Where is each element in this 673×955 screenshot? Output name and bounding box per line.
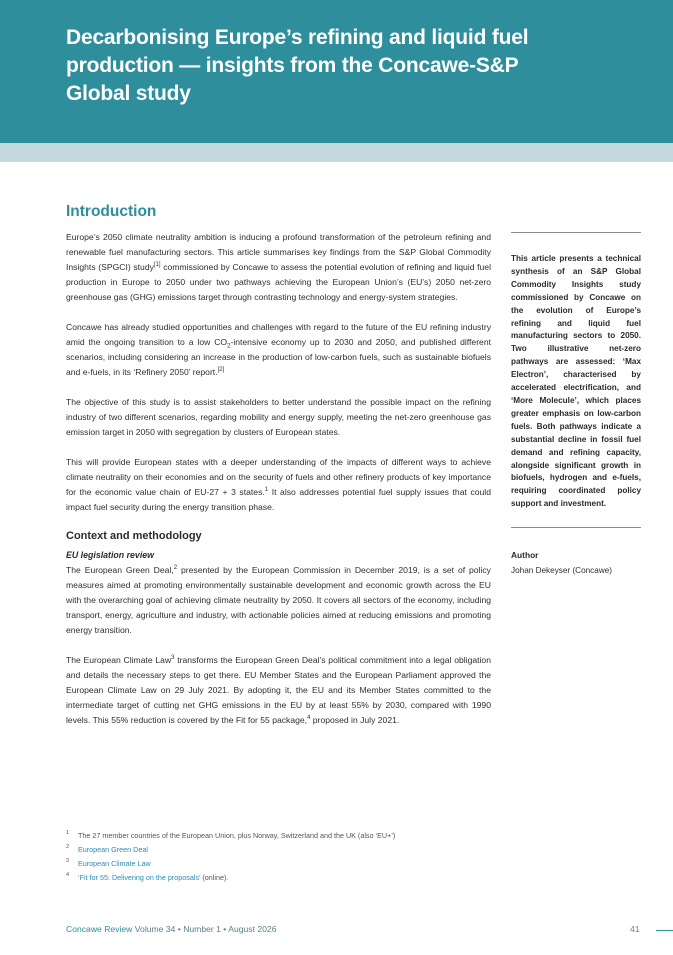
- intro-paragraph-2: Concawe has already studied opportunities and challenges with regard to the future of the EU refining industry amid the ongoing transition to a low $CO_2$-intensive economy up to 2030 and 2050, and published different scenarios, including considering an increase in the production of low-carbon fuels, such as sustainable biofuels and e-fuels, in its ‘Refinery 2050’ report.[2]: [66, 322, 491, 377]
- article-summary: This article presents a technical synthesis of an S&P Global Commodity Insights study commissioned by Concawe on the evolution of Europe’s refining and liquid fuel manufacturing sectors to 2050. Two illustrative net-zero pathways are assessed: ‘Max Electron’, characterised by accelerated electrification, and ‘More Molecule’, which places greater emphasis on low-carbon fuels. Both pathways indicate a substantial decline in fossil fuel demand and refining capacity, alongside significant growth in biofuels, hydrogen and e-fuels, requiring coordinated policy support and investment.: [511, 254, 641, 509]
- issue-info: Volume 34 • Number 1 • August 2026: [134, 924, 277, 934]
- footnote-suffix: (online).: [200, 873, 229, 882]
- footnote-ref-1[interactable]: 1: [264, 487, 269, 494]
- footnote-4: [66, 871, 486, 885]
- context-paragraph-2: The European Climate Law$^3$ transforms the European Green Deal’s political commitment into a legal obligation and details the necessary steps to get there. EU Member States and the European Parliament approved the European Climate Law on 29 July 2021. By adopting it, the EU and its Member States committed to the intermediate target of cutting net GHG emissions in the EU by at least 55% by 2030, compared with 1990 levels. This 55% reduction is covered by the Fit for 55 package,$^4$ proposed in July 2021.: [66, 655, 491, 725]
- author-label: Author: [511, 550, 539, 561]
- footnote-ref-3[interactable]: 3: [171, 655, 175, 662]
- intro-paragraph-4: This will provide European states with a deeper understanding of the impacts of different ways to achieve climate neutrality on their economies and on the security of fuels and other refinery products of key importance for the economic value chain of EU-27 + 3 states.$^1$ It also addresses potential fuel supply issues that could impact fuel security during the energy transition phase.: [66, 457, 491, 512]
- author-name: Johan Dekeyser (Concawe): [511, 566, 613, 576]
- eu-legislation-subheading: EU legislation review: [66, 550, 154, 560]
- footnote-3: [66, 857, 486, 871]
- european-green-deal-link[interactable]: European Green Deal: [78, 845, 148, 854]
- publication-name: Concawe Review: [66, 924, 133, 934]
- footnote-number: 2: [66, 844, 70, 850]
- article-title: Decarbonising Europe’s refining and liquid fuel production — insights from the Concawe-S&P Global study: [66, 26, 529, 105]
- intro-paragraph-1: Europe’s 2050 climate neutrality ambition is inducing a profound transformation of the petroleum refining and renewable fuel manufacturing sectors. This article summarises key findings from the S&P Global Commodity Insights (SPGCI) study[1] commissioned by Concawe to assess the potential evolution of refining and liquid fuel production in Europe to 2050 under two pathways achieving the European Union’s (EU’s) 2050 net-zero greenhouse gas (GHG) emissions target through contrasting technology and energy-system strategies.: [66, 232, 491, 302]
- footnote-number: 4: [66, 872, 70, 878]
- header-band: [0, 143, 673, 162]
- page-number: 41: [630, 924, 640, 934]
- european-climate-law-link[interactable]: European Climate Law: [78, 859, 151, 868]
- footnotes: [66, 829, 486, 885]
- introduction-heading: Introduction: [66, 203, 157, 220]
- footnote-ref-2[interactable]: 2: [173, 565, 178, 572]
- intro-paragraph-3: The objective of this study is to assist stakeholders to better understand the possible impact on the refining industry of two different scenarios, regarding mobility and energy supply, meeting the net-zero greenhouse gas emission target in 2050 with segregation by clusters of European states.: [66, 397, 491, 437]
- sidebar-bottom-rule: [511, 527, 641, 528]
- reference-2[interactable]: [2]: [217, 367, 225, 374]
- context-paragraph-1: The European Green Deal,$^2$ presented by the European Commission in December 2019, is a set of policy measures aimed at promoting environmentally sustainable development and economic growth across the EU with the overarching goal of achieving climate neutrality by 2050. It covers all sectors of the economy, including transport, energy, agriculture and industry, with actionable policies aimed at reducing emissions and promoting energy transition.: [66, 565, 491, 635]
- footnote-text: The 27 member countries of the European Union, plus Norway, Switzerland and the UK (also ‘EU+’): [78, 831, 396, 840]
- footnote-2: [66, 843, 486, 857]
- footnote-number: 3: [66, 858, 70, 864]
- context-heading: Context and methodology: [66, 530, 202, 542]
- footnote-ref-4[interactable]: 4: [307, 715, 311, 722]
- footnote-1: [66, 829, 486, 843]
- subscript-2: 2: [227, 343, 231, 350]
- fit-for-55-link[interactable]: ‘Fit for 55: Delivering on the proposals’: [78, 873, 201, 882]
- sidebar: [511, 232, 641, 575]
- main-column: [66, 203, 491, 743]
- reference-1[interactable]: [1]: [153, 262, 161, 269]
- footnote-number: 1: [66, 830, 70, 836]
- footer-rule: [656, 930, 673, 931]
- page-footer: [66, 924, 277, 934]
